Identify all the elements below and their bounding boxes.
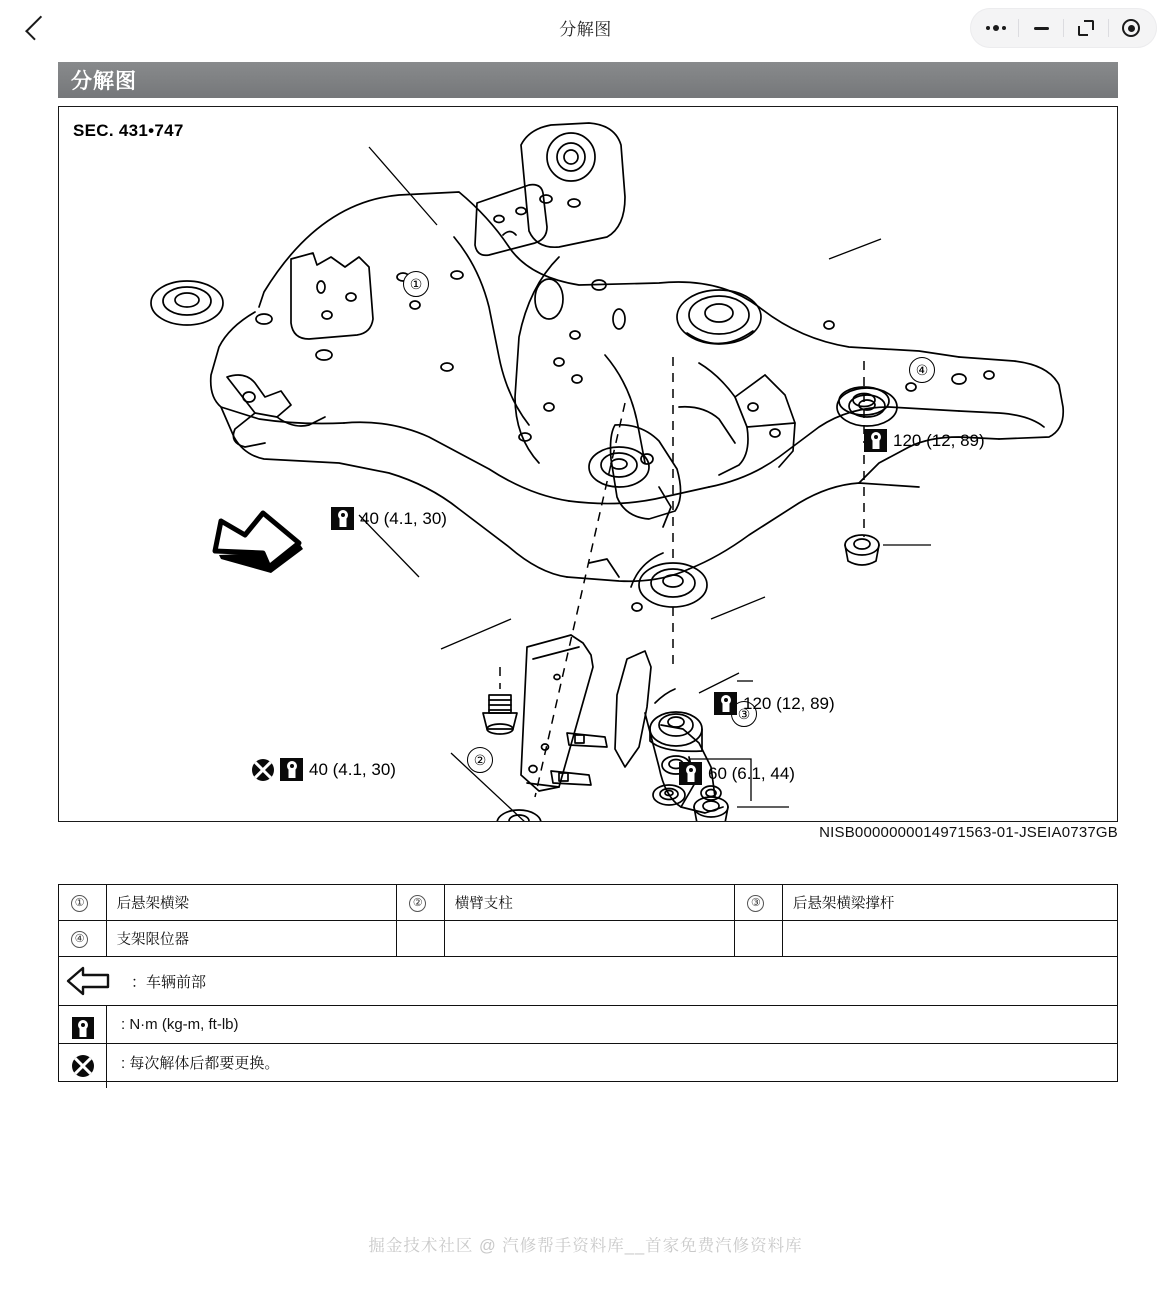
torque-value: 120 (12, 89) [743, 693, 835, 713]
window-title: 分解图 [559, 20, 612, 39]
wrench-icon [280, 758, 303, 781]
legend-note-torque-unit [58, 1006, 1118, 1044]
part-number-cell [735, 885, 783, 921]
replace-x-icon [59, 1044, 107, 1088]
callout-1: ① [403, 271, 429, 297]
rear-suspension-member-drawing [59, 107, 1117, 821]
wrench-icon [679, 762, 702, 785]
part-number: ④ [71, 931, 88, 948]
part-number-cell [59, 885, 107, 921]
wrench-icon [331, 507, 354, 530]
section-header-title: 分解图 [71, 70, 137, 93]
part-number-cell [59, 921, 107, 957]
torque-spec-4 [252, 758, 396, 781]
part-name-cell: 后悬架横梁 [106, 885, 397, 921]
part-number: ③ [747, 895, 764, 912]
part-name-cell: 横臂支柱 [444, 885, 735, 921]
replace-x-icon [252, 759, 274, 781]
torque-spec-3 [714, 692, 835, 715]
minus-icon [1034, 27, 1049, 30]
callout-2: ② [467, 747, 493, 773]
legend-note-front-arrow [58, 956, 1118, 1006]
more-options-button[interactable] [974, 10, 1018, 46]
part-name-cell: 支架限位器 [106, 921, 397, 957]
callout-3: ③ [731, 701, 757, 727]
legend-note-text: : N·m (kg-m, ft-lb) [121, 1016, 239, 1033]
table-row [59, 885, 1118, 921]
torque-value: 60 (6.1, 44) [708, 763, 795, 783]
figure-reference-number: NISB0000000014971563-01-JSEIA0737GB [819, 824, 1118, 841]
wrench-icon [864, 429, 887, 452]
part-number: ① [71, 895, 88, 912]
torque-value: 40 (4.1, 30) [309, 759, 396, 779]
part-number: ② [409, 895, 426, 912]
watermark-text: 掘金技术社区 @ 汽修帮手资料库__首家免费汽修资料库 [368, 1237, 803, 1255]
legend-note-replace [58, 1044, 1118, 1082]
front-arrow-icon [59, 959, 117, 1003]
empty-cell [444, 921, 735, 957]
empty-cell [735, 921, 783, 957]
legend-notes [58, 956, 1118, 1082]
restore-button[interactable] [1064, 10, 1108, 46]
empty-cell [397, 921, 445, 957]
torque-spec-2 [331, 507, 447, 530]
part-number-cell [397, 885, 445, 921]
torque-spec-1 [864, 429, 985, 452]
torque-spec-5 [679, 762, 795, 785]
window-titlebar [0, 0, 1171, 56]
legend-note-text: : 每次解体后都要更换。 [121, 1055, 280, 1072]
part-name-cell: 后悬架横梁撑杆 [782, 885, 1117, 921]
expand-icon [1078, 20, 1094, 36]
callout-4: ④ [909, 357, 935, 383]
empty-cell [782, 921, 1117, 957]
legend-note-text: ：车辆前部 [131, 973, 207, 991]
parts-legend-table [58, 884, 1118, 957]
window-controls [970, 8, 1157, 48]
target-circle-icon [1122, 19, 1140, 37]
torque-value: 40 (4.1, 30) [360, 508, 447, 528]
section-header-bar [58, 62, 1118, 98]
three-dots-icon [986, 25, 1006, 31]
minimize-button[interactable] [1019, 10, 1063, 46]
section-code-label: SEC. 431•747 [73, 121, 184, 140]
torque-value: 120 (12, 89) [893, 430, 985, 450]
exploded-diagram-panel [58, 106, 1118, 822]
vehicle-front-arrow-icon [211, 505, 309, 575]
wrench-icon [714, 692, 737, 715]
table-row [59, 921, 1118, 957]
close-target-button[interactable] [1109, 10, 1153, 46]
